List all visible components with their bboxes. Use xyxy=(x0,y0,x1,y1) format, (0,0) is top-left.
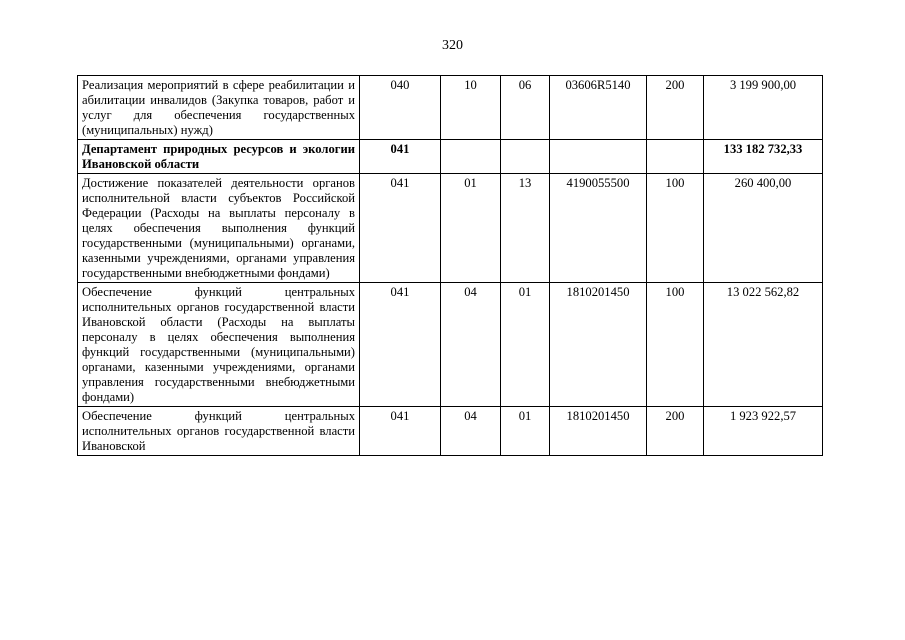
subsection-code: 01 xyxy=(501,407,550,456)
target-code: 4190055500 xyxy=(550,174,647,283)
target-code: 1810201450 xyxy=(550,407,647,456)
row-description: Обеспечение функций центральных исполнительных органов государственной власти Ивановской xyxy=(78,407,360,456)
amount-value: 260 400,00 xyxy=(704,174,823,283)
expense-type-code: 100 xyxy=(647,174,704,283)
expense-type-code: 200 xyxy=(647,407,704,456)
row-description: Обеспечение функций центральных исполнительных органов государственной власти Ивановской области (Расходы на выплаты персоналу в целях обеспечения выполнения функций государственными (муниципальными) органами, казенными учреждениями, органами управления государственными внебюджетными фондами) xyxy=(78,283,360,407)
budget-table xyxy=(77,75,823,456)
table-row xyxy=(78,140,823,174)
amount-value: 133 182 732,33 xyxy=(704,140,823,174)
section-code xyxy=(441,140,501,174)
table-row xyxy=(78,174,823,283)
row-description: Реализация мероприятий в сфере реабилитации и абилитации инвалидов (Закупка товаров, работ и услуг для обеспечения государственных (муниципальных) нужд) xyxy=(78,76,360,140)
section-code: 04 xyxy=(441,283,501,407)
subsection-code xyxy=(501,140,550,174)
ministry-code: 040 xyxy=(360,76,441,140)
amount-value: 13 022 562,82 xyxy=(704,283,823,407)
target-code: 03606R5140 xyxy=(550,76,647,140)
amount-value: 3 199 900,00 xyxy=(704,76,823,140)
table-row xyxy=(78,283,823,407)
target-code xyxy=(550,140,647,174)
section-code: 01 xyxy=(441,174,501,283)
subsection-code: 13 xyxy=(501,174,550,283)
subsection-code: 01 xyxy=(501,283,550,407)
expense-type-code: 200 xyxy=(647,76,704,140)
ministry-code: 041 xyxy=(360,174,441,283)
expense-type-code xyxy=(647,140,704,174)
ministry-code: 041 xyxy=(360,140,441,174)
expense-type-code: 100 xyxy=(647,283,704,407)
ministry-code: 041 xyxy=(360,407,441,456)
page-number: 320 xyxy=(442,38,463,53)
table-row xyxy=(78,407,823,456)
ministry-code: 041 xyxy=(360,283,441,407)
section-code: 04 xyxy=(441,407,501,456)
table-row xyxy=(78,76,823,140)
section-code: 10 xyxy=(441,76,501,140)
row-description: Достижение показателей деятельности органов исполнительной власти субъектов Российской Федерации (Расходы на выплаты персоналу в целях обеспечения выполнения функций государственными (муниципальными) органами, казенными учреждениями, органами управления государственными внебюджетными фондами) xyxy=(78,174,360,283)
amount-value: 1 923 922,57 xyxy=(704,407,823,456)
row-description: Департамент природных ресурсов и экологии Ивановской области xyxy=(78,140,360,174)
subsection-code: 06 xyxy=(501,76,550,140)
target-code: 1810201450 xyxy=(550,283,647,407)
